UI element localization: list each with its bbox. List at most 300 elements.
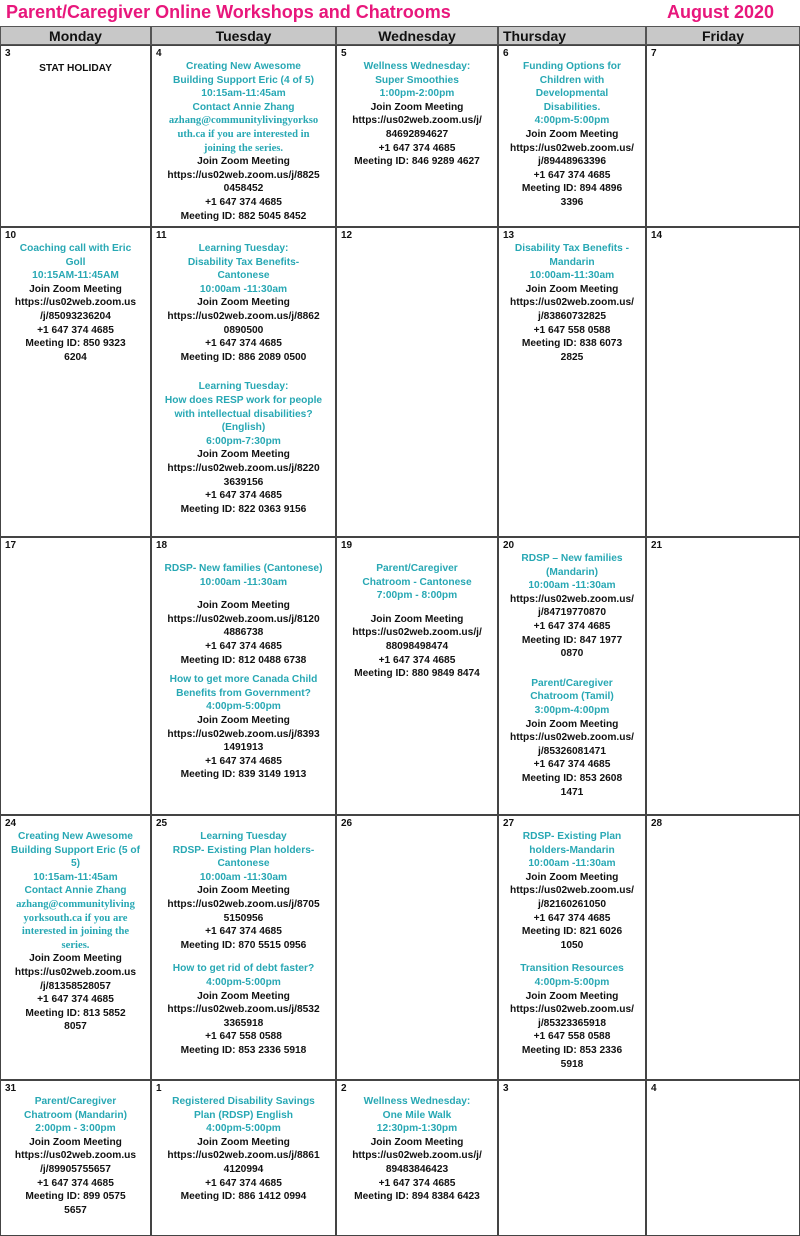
spacer xyxy=(153,552,334,562)
event-line: Benefits from Government? xyxy=(176,687,311,699)
event-details xyxy=(153,380,334,448)
day-events xyxy=(2,1095,149,1217)
event-line: RDSP- New families (Cantonese) xyxy=(164,563,323,574)
meeting-info-line: Join Zoom Meeting xyxy=(525,990,619,1002)
meeting-info xyxy=(2,952,149,1034)
meeting-info xyxy=(338,613,496,681)
day-events xyxy=(153,1095,334,1204)
meeting-info-line: j/83860732825 xyxy=(538,310,606,322)
meeting-info-line: 1050 xyxy=(560,939,584,951)
meeting-info xyxy=(153,1136,334,1204)
event-details xyxy=(338,60,496,101)
meeting-info-line: https://us02web.zoom.us xyxy=(14,966,137,978)
meeting-info-line: Meeting ID: 899 0575 xyxy=(25,1191,126,1203)
day-cell xyxy=(336,45,498,227)
event-line: Chatroom (Tamil) xyxy=(530,691,614,703)
meeting-info-line: Join Zoom Meeting xyxy=(197,449,290,461)
event-line: 10:15AM-11:45AM xyxy=(32,270,119,282)
meeting-info-line: https://us02web.zoom.us/ xyxy=(510,297,634,309)
meeting-info-line: 88098498474 xyxy=(385,640,449,652)
meeting-info-line: Join Zoom Meeting xyxy=(197,885,290,897)
event-line: Parent/Caregiver xyxy=(34,1096,117,1107)
meeting-info-line: 1491913 xyxy=(223,742,264,754)
meeting-info-line: 3396 xyxy=(560,196,584,208)
meeting-info-line: https://us02web.zoom.us/j/8862 xyxy=(167,310,320,322)
event-details xyxy=(338,562,496,603)
meeting-info-line: Meeting ID: 839 3149 1913 xyxy=(180,769,307,781)
meeting-info-line: +1 647 374 4685 xyxy=(533,912,611,924)
meeting-info-line: https://us02web.zoom.us/ xyxy=(510,885,634,897)
event-line: 3:00pm-4:00pm xyxy=(534,704,610,716)
event-details xyxy=(2,1095,149,1136)
day-cell xyxy=(498,1080,646,1236)
day-cell xyxy=(0,1080,151,1236)
spacer xyxy=(153,952,334,962)
event-line: How to get rid of debt faster? xyxy=(172,963,315,975)
day-events xyxy=(500,552,644,799)
day-events xyxy=(500,242,644,364)
meeting-info-line: Meeting ID: 846 9289 4627 xyxy=(354,156,480,168)
day-cell xyxy=(0,227,151,537)
meeting-info-line: +1 647 374 4685 xyxy=(205,338,282,350)
meeting-info-line: Meeting ID: 847 1977 xyxy=(521,634,623,646)
event-line: Plan (RDSP) English xyxy=(193,1109,294,1121)
day-cell xyxy=(498,227,646,537)
meeting-info-line: +1 647 374 4685 xyxy=(205,926,282,938)
event-line: 4:00pm-5:00pm xyxy=(206,976,281,988)
meeting-info-line: 3639156 xyxy=(223,476,264,488)
meeting-info-line: 5150956 xyxy=(223,912,264,924)
meeting-info-line: Meeting ID: 812 0488 6738 xyxy=(180,654,307,666)
event-details xyxy=(2,242,149,283)
meeting-info-line: Meeting ID: 821 6026 xyxy=(521,926,623,938)
day-number: 20 xyxy=(503,540,515,551)
meeting-info xyxy=(500,283,644,365)
meeting-info-line: 6204 xyxy=(64,351,87,363)
event-line: 10:00am-11:30am xyxy=(529,270,615,282)
meeting-info-line: +1 647 374 4685 xyxy=(205,1177,282,1189)
day-number: 28 xyxy=(651,818,663,829)
day-number: 24 xyxy=(5,818,17,829)
event-line: 10:15am-11:45am xyxy=(201,88,286,100)
calendar-header xyxy=(0,0,800,26)
meeting-info-line: Join Zoom Meeting xyxy=(370,101,464,113)
meeting-info-line: Meeting ID: 853 2608 xyxy=(521,772,623,784)
day-header-tuesday: Tuesday xyxy=(151,26,336,45)
meeting-info-line: Join Zoom Meeting xyxy=(197,156,290,168)
event-line: uth.ca if you are interested in xyxy=(177,128,310,140)
day-header-wednesday: Wednesday xyxy=(336,26,498,45)
meeting-info-line: https://us02web.zoom.us/j/8120 xyxy=(167,613,320,625)
meeting-info-line: +1 647 374 4685 xyxy=(37,1177,114,1189)
event-line: Disability Tax Benefits- xyxy=(187,256,300,268)
meeting-info-line: 2825 xyxy=(560,351,584,363)
event-details xyxy=(153,962,334,989)
event-line: 6:00pm-7:30pm xyxy=(206,435,281,447)
day-number: 4 xyxy=(156,48,162,59)
meeting-info-line: Meeting ID: 853 2336 5918 xyxy=(180,1044,307,1056)
meeting-info-line: Join Zoom Meeting xyxy=(525,871,619,883)
day-number: 4 xyxy=(651,1083,657,1094)
day-number: 1 xyxy=(156,1083,162,1094)
day-events xyxy=(500,830,644,1071)
day-number: 25 xyxy=(156,818,168,829)
event-line: How to get more Canada Child xyxy=(169,674,318,686)
meeting-info-line: https://us02web.zoom.us xyxy=(14,1150,137,1162)
meeting-info-line: Meeting ID: 850 9323 xyxy=(25,338,126,350)
meeting-info-line: 5657 xyxy=(64,1204,87,1216)
event-line: 4:00pm-5:00pm xyxy=(206,1123,281,1135)
event-line: Building Support Eric (5 of xyxy=(10,844,141,856)
meeting-info-line: Meeting ID: 886 2089 0500 xyxy=(180,351,307,363)
event-line: 10:00am -11:30am xyxy=(528,858,616,870)
event-details xyxy=(338,1095,496,1136)
meeting-info-line: https://us02web.zoom.us/j/8861 xyxy=(167,1150,320,1162)
event-line: RDSP- Existing Plan holders- xyxy=(172,844,315,856)
event-line: Funding Options for xyxy=(523,61,621,72)
meeting-info-line: 1471 xyxy=(560,786,584,798)
day-cell xyxy=(151,537,336,815)
meeting-info-line: https://us02web.zoom.us/ xyxy=(510,732,634,744)
event-line: Creating New Awesome xyxy=(186,61,301,72)
meeting-info-line: Meeting ID: 894 4896 xyxy=(521,183,623,195)
event-details xyxy=(153,1095,334,1136)
meeting-info-line: Join Zoom Meeting xyxy=(370,613,464,625)
event-line: Developmental xyxy=(535,88,609,100)
meeting-info-line: +1 647 558 0588 xyxy=(533,1031,611,1043)
event-line: 10:00am -11:30am xyxy=(199,283,288,295)
meeting-info-line: Meeting ID: 894 8384 6423 xyxy=(354,1191,480,1203)
meeting-info-line: https://us02web.zoom.us/ xyxy=(510,1004,634,1016)
spacer xyxy=(500,661,644,677)
day-cell xyxy=(498,815,646,1080)
meeting-info-line: +1 647 374 4685 xyxy=(378,142,456,154)
meeting-info-line: +1 647 374 4685 xyxy=(37,994,114,1006)
meeting-info xyxy=(2,283,149,365)
meeting-info-line: 4886738 xyxy=(223,627,264,639)
meeting-info-line: Meeting ID: 886 1412 0994 xyxy=(180,1191,307,1203)
event-line: (Mandarin) xyxy=(545,566,599,578)
meeting-info xyxy=(153,990,334,1058)
event-line: Chatroom (Mandarin) xyxy=(23,1109,127,1121)
event-details xyxy=(2,898,149,952)
day-cell xyxy=(151,815,336,1080)
meeting-info-line: Meeting ID: 822 0363 9156 xyxy=(180,503,307,515)
day-events xyxy=(153,60,334,223)
day-events xyxy=(2,242,149,364)
event-line: 4:00pm-5:00pm xyxy=(534,115,610,127)
event-details xyxy=(153,114,334,155)
event-line: joining the series. xyxy=(203,142,284,154)
meeting-info-line: j/89448963396 xyxy=(538,156,606,168)
day-cell xyxy=(498,45,646,227)
meeting-info-line: 8057 xyxy=(64,1021,87,1033)
holiday-label xyxy=(2,62,149,76)
meeting-info-line: +1 647 374 4685 xyxy=(37,324,114,336)
meeting-info-line: https://us02web.zoom.us/ xyxy=(510,593,634,605)
day-number: 5 xyxy=(341,48,347,59)
event-line: 4:00pm-5:00pm xyxy=(534,976,610,988)
day-number: 6 xyxy=(503,48,509,59)
event-line: Parent/Caregiver xyxy=(376,563,458,574)
day-cell xyxy=(0,45,151,227)
meeting-info-line: Meeting ID: 853 2336 xyxy=(521,1044,623,1056)
event-details xyxy=(153,673,334,714)
day-header-monday: Monday xyxy=(0,26,151,45)
meeting-info-line: +1 647 374 4685 xyxy=(205,640,282,652)
event-line: Parent/Caregiver xyxy=(531,677,613,689)
meeting-info-line: Meeting ID: 813 5852 xyxy=(25,1007,126,1019)
day-number: 3 xyxy=(5,48,11,59)
meeting-info-line: Join Zoom Meeting xyxy=(525,283,619,295)
day-number: 10 xyxy=(5,230,17,241)
meeting-info-line: +1 647 374 4685 xyxy=(378,1177,456,1189)
day-number: 3 xyxy=(503,1083,509,1094)
day-header-thursday: Thursday xyxy=(498,26,646,45)
meeting-info-line: +1 647 374 4685 xyxy=(378,654,456,666)
month-label: August 2020 xyxy=(666,2,774,22)
meeting-info-line: 0870 xyxy=(560,648,584,660)
day-cell xyxy=(336,815,498,1080)
meeting-info-line: /j/85093236204 xyxy=(40,310,111,322)
meeting-info xyxy=(153,599,334,667)
event-line: 2:00pm - 3:00pm xyxy=(35,1123,116,1135)
day-events xyxy=(2,62,149,76)
event-line: One Mile Walk xyxy=(382,1109,452,1121)
meeting-info xyxy=(153,714,334,782)
meeting-info xyxy=(153,448,334,516)
day-events xyxy=(338,1095,496,1204)
day-events xyxy=(500,60,644,210)
event-line: Coaching call with Eric xyxy=(19,243,132,254)
day-cell xyxy=(646,227,800,537)
event-line: Registered Disability Savings xyxy=(172,1096,315,1107)
event-details xyxy=(153,562,334,589)
meeting-info xyxy=(153,884,334,952)
day-number: 27 xyxy=(503,818,515,829)
event-line: Contact Annie Zhang xyxy=(24,885,127,897)
meeting-info-line: https://us02web.zoom.us/j/8825 xyxy=(167,169,320,181)
day-events xyxy=(153,830,334,1058)
meeting-info-line: +1 647 374 4685 xyxy=(533,759,611,771)
meeting-info-line: 4120994 xyxy=(223,1163,264,1175)
day-events xyxy=(2,830,149,1034)
day-number: 7 xyxy=(651,48,657,59)
event-line: holders-Mandarin xyxy=(529,844,615,856)
event-details xyxy=(500,242,644,283)
meeting-info-line: j/82160261050 xyxy=(538,898,606,910)
spacer xyxy=(338,603,496,613)
event-line: RDSP- Existing Plan xyxy=(522,831,622,842)
meeting-info xyxy=(500,990,644,1072)
meeting-info xyxy=(153,155,334,223)
event-line: Learning Tuesday xyxy=(200,831,287,842)
meeting-info xyxy=(500,718,644,800)
meeting-info-line: Join Zoom Meeting xyxy=(29,953,122,965)
day-cell xyxy=(646,1080,800,1236)
meeting-info-line: /j/81358528057 xyxy=(40,980,111,992)
spacer xyxy=(500,952,644,962)
event-line: Super Smoothies xyxy=(375,74,459,86)
event-line: 10:00am -11:30am xyxy=(528,580,616,592)
event-line: (English) xyxy=(221,422,266,434)
meeting-info-line: https://us02web.zoom.us/j/8705 xyxy=(167,898,320,910)
event-line: 1:00pm-2:00pm xyxy=(379,88,455,100)
meeting-info-line: https://us02web.zoom.us/ xyxy=(510,142,634,154)
meeting-info-line: Join Zoom Meeting xyxy=(29,283,122,295)
event-details xyxy=(2,830,149,898)
meeting-info-line: +1 647 374 4685 xyxy=(205,755,282,767)
day-events xyxy=(153,242,334,516)
page-title: Parent/Caregiver Online Workshops and Chatrooms xyxy=(6,2,451,22)
event-line: 5) xyxy=(70,858,81,870)
event-line: RDSP – New families xyxy=(521,553,623,564)
meeting-info-line: https://us02web.zoom.us/j/ xyxy=(352,1150,482,1162)
event-details xyxy=(153,60,334,114)
event-line: Creating New Awesome xyxy=(18,831,133,842)
day-cell xyxy=(336,227,498,537)
meeting-info-line: https://us02web.zoom.us/j/8532 xyxy=(167,1004,320,1016)
meeting-info-line: +1 647 374 4685 xyxy=(533,620,611,632)
meeting-info-line: 0890500 xyxy=(223,324,264,336)
day-cell xyxy=(151,1080,336,1236)
meeting-info-line: Join Zoom Meeting xyxy=(29,1136,122,1148)
meeting-info-line: Meeting ID: 838 6073 xyxy=(521,338,623,350)
meeting-info-line: j/85323365918 xyxy=(538,1017,606,1029)
meeting-info-line: Join Zoom Meeting xyxy=(197,297,290,309)
meeting-info-line: Join Zoom Meeting xyxy=(197,1136,290,1148)
spacer xyxy=(153,589,334,599)
meeting-info-line: https://us02web.zoom.us/j/ xyxy=(352,115,482,127)
event-line: Cantonese xyxy=(217,270,270,282)
meeting-info xyxy=(338,1136,496,1204)
meeting-info-line: +1 647 374 4685 xyxy=(533,169,611,181)
event-line: How does RESP work for people xyxy=(164,394,323,406)
event-line: 10:00am -11:30am xyxy=(199,576,288,588)
meeting-info-line: Join Zoom Meeting xyxy=(197,600,290,612)
event-line: 12:30pm-1:30pm xyxy=(376,1123,458,1135)
event-details xyxy=(153,830,334,884)
meeting-info-line: +1 647 558 0588 xyxy=(205,1031,282,1043)
event-line: Learning Tuesday: xyxy=(198,243,289,254)
meeting-info-line: /j/89905755657 xyxy=(40,1163,111,1175)
day-number: 19 xyxy=(341,540,353,551)
event-line: 7:00pm - 8:00pm xyxy=(376,590,458,602)
day-number: 26 xyxy=(341,818,353,829)
event-line: azhang@communitylivingyorkso xyxy=(168,115,319,127)
day-events xyxy=(338,552,496,681)
event-line: azhang@communityliving xyxy=(16,898,135,910)
event-details xyxy=(500,677,644,718)
event-line: Wellness Wednesday: xyxy=(363,1096,471,1107)
event-line: yorksouth.ca if you are xyxy=(23,912,128,924)
event-line: 10:15am-11:45am xyxy=(33,871,118,883)
day-cell xyxy=(151,227,336,537)
meeting-info-line: +1 647 558 0588 xyxy=(533,324,611,336)
event-line: Chatroom - Cantonese xyxy=(362,576,472,588)
meeting-info xyxy=(2,1136,149,1218)
meeting-info-line: +1 647 374 4685 xyxy=(205,490,282,502)
event-line: Children with xyxy=(539,74,605,86)
meeting-info-line: 84692894627 xyxy=(385,128,449,140)
event-line: Building Support Eric (4 of 5) xyxy=(173,74,314,86)
meeting-info-line: https://us02web.zoom.us/j/8220 xyxy=(167,462,320,474)
meeting-info xyxy=(500,128,644,210)
meeting-info-line: Meeting ID: 870 5515 0956 xyxy=(180,939,307,951)
event-details xyxy=(500,962,644,989)
spacer xyxy=(153,364,334,380)
event-line: 10:00am -11:30am xyxy=(199,871,288,883)
meeting-info-line: 89483846423 xyxy=(385,1163,449,1175)
event-details xyxy=(153,242,334,296)
meeting-info-line: Join Zoom Meeting xyxy=(370,1136,464,1148)
day-cell xyxy=(336,1080,498,1236)
meeting-info-line: Join Zoom Meeting xyxy=(197,990,290,1002)
event-line: STAT HOLIDAY xyxy=(39,63,112,74)
day-cell xyxy=(646,815,800,1080)
event-details xyxy=(500,830,644,871)
meeting-info-line: 0458452 xyxy=(223,183,264,195)
event-line: with intellectual disabilities? xyxy=(174,408,313,420)
event-line: series. xyxy=(61,939,90,951)
day-cell xyxy=(0,537,151,815)
meeting-info-line: Join Zoom Meeting xyxy=(525,718,619,730)
day-number: 14 xyxy=(651,230,663,241)
event-line: Mandarin xyxy=(549,256,595,268)
meeting-info-line: j/85326081471 xyxy=(538,745,606,757)
meeting-info-line: 3365918 xyxy=(223,1017,264,1029)
day-number: 12 xyxy=(341,230,353,241)
event-line: 4:00pm-5:00pm xyxy=(206,701,281,713)
event-details xyxy=(500,552,644,593)
meeting-info-line: Join Zoom Meeting xyxy=(525,128,619,140)
meeting-info-line: https://us02web.zoom.us xyxy=(14,297,137,309)
meeting-info-line: Meeting ID: 880 9849 8474 xyxy=(354,668,480,680)
meeting-info-line: 5918 xyxy=(560,1058,584,1070)
event-details xyxy=(500,60,644,128)
day-cell xyxy=(151,45,336,227)
day-number: 18 xyxy=(156,540,168,551)
event-line: Cantonese xyxy=(217,858,270,870)
event-line: Learning Tuesday: xyxy=(198,381,289,393)
day-events xyxy=(338,60,496,169)
day-number: 13 xyxy=(503,230,515,241)
event-line: Goll xyxy=(65,256,86,268)
meeting-info-line: j/84719770870 xyxy=(538,607,606,619)
event-line: interested in joining the xyxy=(21,926,130,938)
day-number: 31 xyxy=(5,1083,17,1094)
day-cell xyxy=(646,45,800,227)
meeting-info-line: +1 647 374 4685 xyxy=(205,196,282,208)
meeting-info-line: https://us02web.zoom.us/j/8393 xyxy=(167,728,320,740)
meeting-info-line: Meeting ID: 882 5045 8452 xyxy=(180,210,307,222)
day-number: 2 xyxy=(341,1083,347,1094)
meeting-info xyxy=(500,871,644,953)
meeting-info xyxy=(153,296,334,364)
day-number: 17 xyxy=(5,540,17,551)
event-line: Disability Tax Benefits - xyxy=(514,243,630,254)
event-line: Wellness Wednesday: xyxy=(363,61,471,72)
event-line: Contact Annie Zhang xyxy=(192,101,295,113)
event-line: Disabilities. xyxy=(543,101,601,113)
day-cell xyxy=(336,537,498,815)
day-header-friday: Friday xyxy=(646,26,800,45)
day-number: 21 xyxy=(651,540,663,551)
day-number: 11 xyxy=(156,230,167,241)
event-line: Transition Resources xyxy=(520,963,624,975)
spacer xyxy=(338,552,496,562)
day-events xyxy=(153,552,334,782)
